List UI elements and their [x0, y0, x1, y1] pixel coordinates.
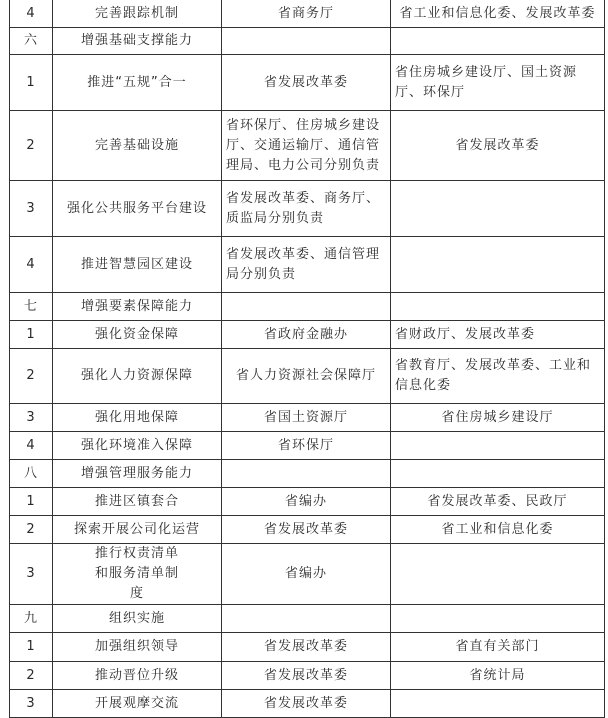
- table-row: [10, 111, 605, 181]
- task-name: 增强管理服务能力: [53, 460, 222, 488]
- assisting-department: 省住房城乡建设厅: [391, 404, 605, 432]
- task-name: 增强基础支撑能力: [53, 28, 222, 55]
- row-number: 3: [10, 181, 53, 237]
- row-number: 1: [10, 321, 53, 349]
- lead-department: 省发展改革委: [222, 55, 391, 111]
- assisting-department: [391, 605, 605, 633]
- table-row: [10, 404, 605, 432]
- assisting-department: [391, 28, 605, 55]
- lead-department: 省发展改革委、商务厅、质监局分别负责: [222, 181, 391, 237]
- table-row: [10, 237, 605, 293]
- table-row: [10, 516, 605, 544]
- task-name: 强化公共服务平台建设: [53, 181, 222, 237]
- assisting-department: 省发展改革委: [391, 111, 605, 181]
- task-name: 完善基础设施: [53, 111, 222, 181]
- assisting-department: 省住房城乡建设厅、国土资源厅、环保厅: [391, 55, 605, 111]
- assisting-department: [391, 432, 605, 460]
- lead-department: 省编办: [222, 488, 391, 516]
- row-number: 4: [10, 0, 53, 28]
- table-row: [10, 321, 605, 349]
- lead-department: [222, 293, 391, 321]
- assisting-department: [391, 181, 605, 237]
- lead-department: 省编办: [222, 544, 391, 605]
- lead-department: 省商务厅: [222, 0, 391, 28]
- task-name: 推进区镇套合: [53, 488, 222, 516]
- task-name: 强化人力资源保障: [53, 349, 222, 404]
- table-row: [10, 488, 605, 516]
- table-row: [10, 0, 605, 28]
- row-number: 3: [10, 544, 53, 605]
- row-number: 2: [10, 111, 53, 181]
- lead-department: [222, 28, 391, 55]
- task-name: 强化资金保障: [53, 321, 222, 349]
- assisting-department: 省财政厅、发展改革委: [391, 321, 605, 349]
- task-name: 强化环境准入保障: [53, 432, 222, 460]
- table-row: [10, 349, 605, 404]
- lead-department: 省人力资源社会保障厅: [222, 349, 391, 404]
- task-name: 强化用地保障: [53, 404, 222, 432]
- row-number: 1: [10, 488, 53, 516]
- task-name: 探索开展公司化运营: [53, 516, 222, 544]
- assisting-department: [391, 460, 605, 488]
- task-name: 组织实施: [53, 605, 222, 633]
- lead-department: 省环保厅: [222, 432, 391, 460]
- table-row: [10, 28, 605, 55]
- table-row: [10, 55, 605, 111]
- assisting-department: [391, 293, 605, 321]
- row-number: 4: [10, 432, 53, 460]
- row-number: 4: [10, 237, 53, 293]
- assisting-department: [391, 237, 605, 293]
- task-name: 推动晋位升级: [53, 662, 222, 690]
- task-name: 推行权责清单和服务清单制度: [53, 544, 222, 605]
- table-row: [10, 432, 605, 460]
- lead-department: 省环保厅、住房城乡建设厅、交通运输厅、通信管理局、电力公司分别负责: [222, 111, 391, 181]
- row-number: 1: [10, 55, 53, 111]
- row-number: 1: [10, 633, 53, 662]
- lead-department: 省发展改革委: [222, 662, 391, 690]
- lead-department: 省发展改革委: [222, 633, 391, 662]
- row-number: 2: [10, 662, 53, 690]
- table-row: [10, 605, 605, 633]
- lead-department: 省发展改革委: [222, 690, 391, 718]
- assisting-department: 省教育厅、发展改革委、工业和信息化委: [391, 349, 605, 404]
- table-row: [10, 633, 605, 662]
- lead-department: 省政府金融办: [222, 321, 391, 349]
- table-row: [10, 181, 605, 237]
- table-row: [10, 662, 605, 690]
- row-number: 3: [10, 404, 53, 432]
- row-number: 七: [10, 293, 53, 321]
- assisting-department: 省工业和信息化委、发展改革委: [391, 0, 605, 28]
- assisting-department: 省发展改革委、民政厅: [391, 488, 605, 516]
- row-number: 2: [10, 516, 53, 544]
- assisting-department: [391, 544, 605, 605]
- task-name: 推进智慧园区建设: [53, 237, 222, 293]
- assisting-department: 省统计局: [391, 662, 605, 690]
- task-name: 增强要素保障能力: [53, 293, 222, 321]
- assisting-department: [391, 690, 605, 718]
- table-row: [10, 690, 605, 718]
- task-name: 开展观摩交流: [53, 690, 222, 718]
- assisting-department: 省工业和信息化委: [391, 516, 605, 544]
- table-row: [10, 293, 605, 321]
- assisting-department: 省直有关部门: [391, 633, 605, 662]
- lead-department: 省发展改革委、通信管理局分别负责: [222, 237, 391, 293]
- task-name: 加强组织领导: [53, 633, 222, 662]
- row-number: 3: [10, 690, 53, 718]
- task-name: 推进“五规”合一: [53, 55, 222, 111]
- lead-department: 省国土资源厅: [222, 404, 391, 432]
- row-number: 2: [10, 349, 53, 404]
- lead-department: [222, 605, 391, 633]
- task-assignment-table: [9, 0, 605, 718]
- table-row: [10, 460, 605, 488]
- task-name: 完善跟踪机制: [53, 0, 222, 28]
- row-number: 六: [10, 28, 53, 55]
- row-number: 九: [10, 605, 53, 633]
- row-number: 八: [10, 460, 53, 488]
- lead-department: 省发展改革委: [222, 516, 391, 544]
- table-row: [10, 544, 605, 605]
- lead-department: [222, 460, 391, 488]
